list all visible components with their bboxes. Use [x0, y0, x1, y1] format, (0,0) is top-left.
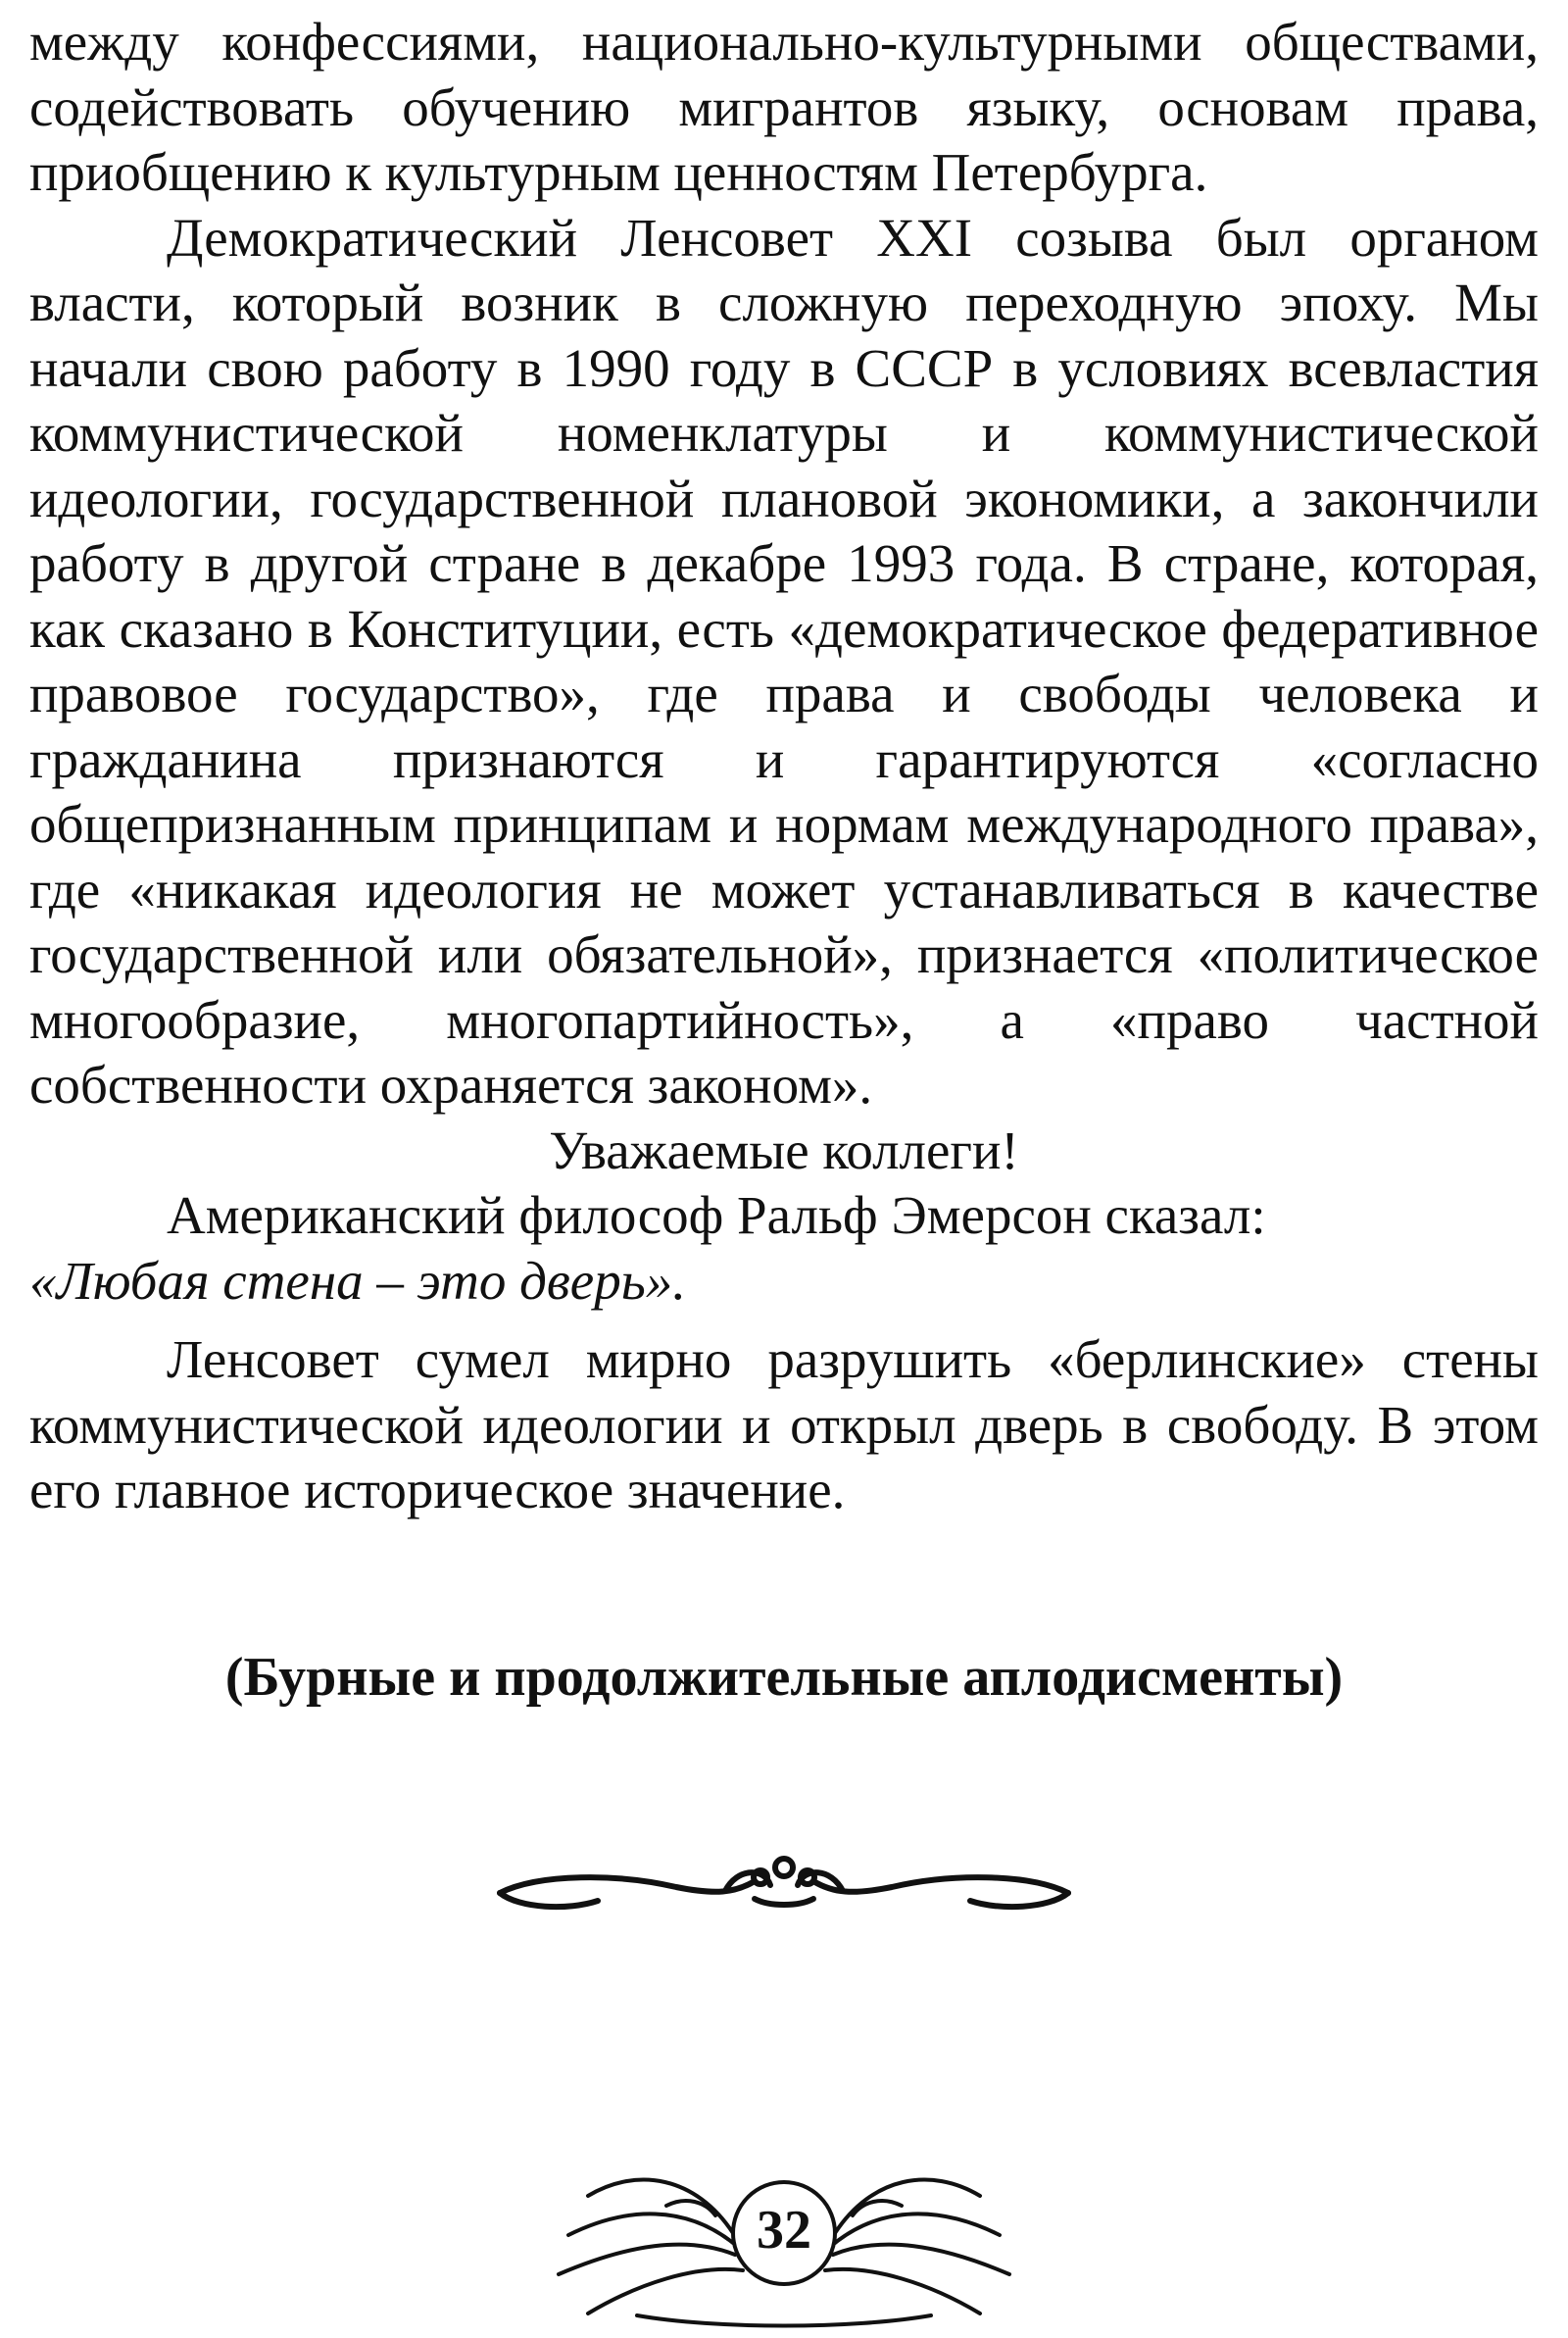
page-number: 32: [757, 2200, 811, 2261]
page-text: [29, 10, 1539, 1523]
paragraph-1: между конфессиями, национально-культурными обществами, содействовать обучению мигрантов языку, основам права, приобщению к культурным ценностям Петербурга.: [29, 12, 1539, 202]
emerson-quote: «Любая стена – это дверь».: [29, 1250, 686, 1311]
emerson-quote-line: [29, 1249, 1539, 1315]
paragraph-3-lead: Американский философ Ральф Эмерсон сказал:: [167, 1185, 1266, 1245]
page-number-ornament: [519, 2137, 1049, 2333]
applause-note: (Бурные и продолжительные аплодисменты): [224, 1647, 1344, 1708]
ornament-divider-icon: [480, 1838, 1088, 1926]
salutation: Уважаемые коллеги!: [549, 1119, 1019, 1180]
paragraph-2: Демократический Ленсовет XXI созыва был органом власти, который возник в сложную переходную эпоху. Мы начали свою работу в 1990 году в СССР в условиях всевластия коммунистической номенклатуры и коммунистической идеологии, государственной плановой экономики, а закончили работу в другой стране в декабре 1993 года. В стране, которая, как сказано в Конституции, есть «демократическое федеративное правовое государство», где права и свободы человека и гражданина признаются и гарантируются «согласно общепризнанным принципам и нормам международного права», где «никакая идеология не может устанавливаться в качестве государственной или обязательной», признается «политическое многообразие, многопартийность», а «право частной собственности охраняется законом».: [29, 207, 1539, 1115]
paragraph-4: Ленсовет сумел мирно разрушить «берлинские» стены коммунистической идеологии и открыл дверь в свободу. В этом его главное историческое значение.: [29, 1329, 1539, 1519]
